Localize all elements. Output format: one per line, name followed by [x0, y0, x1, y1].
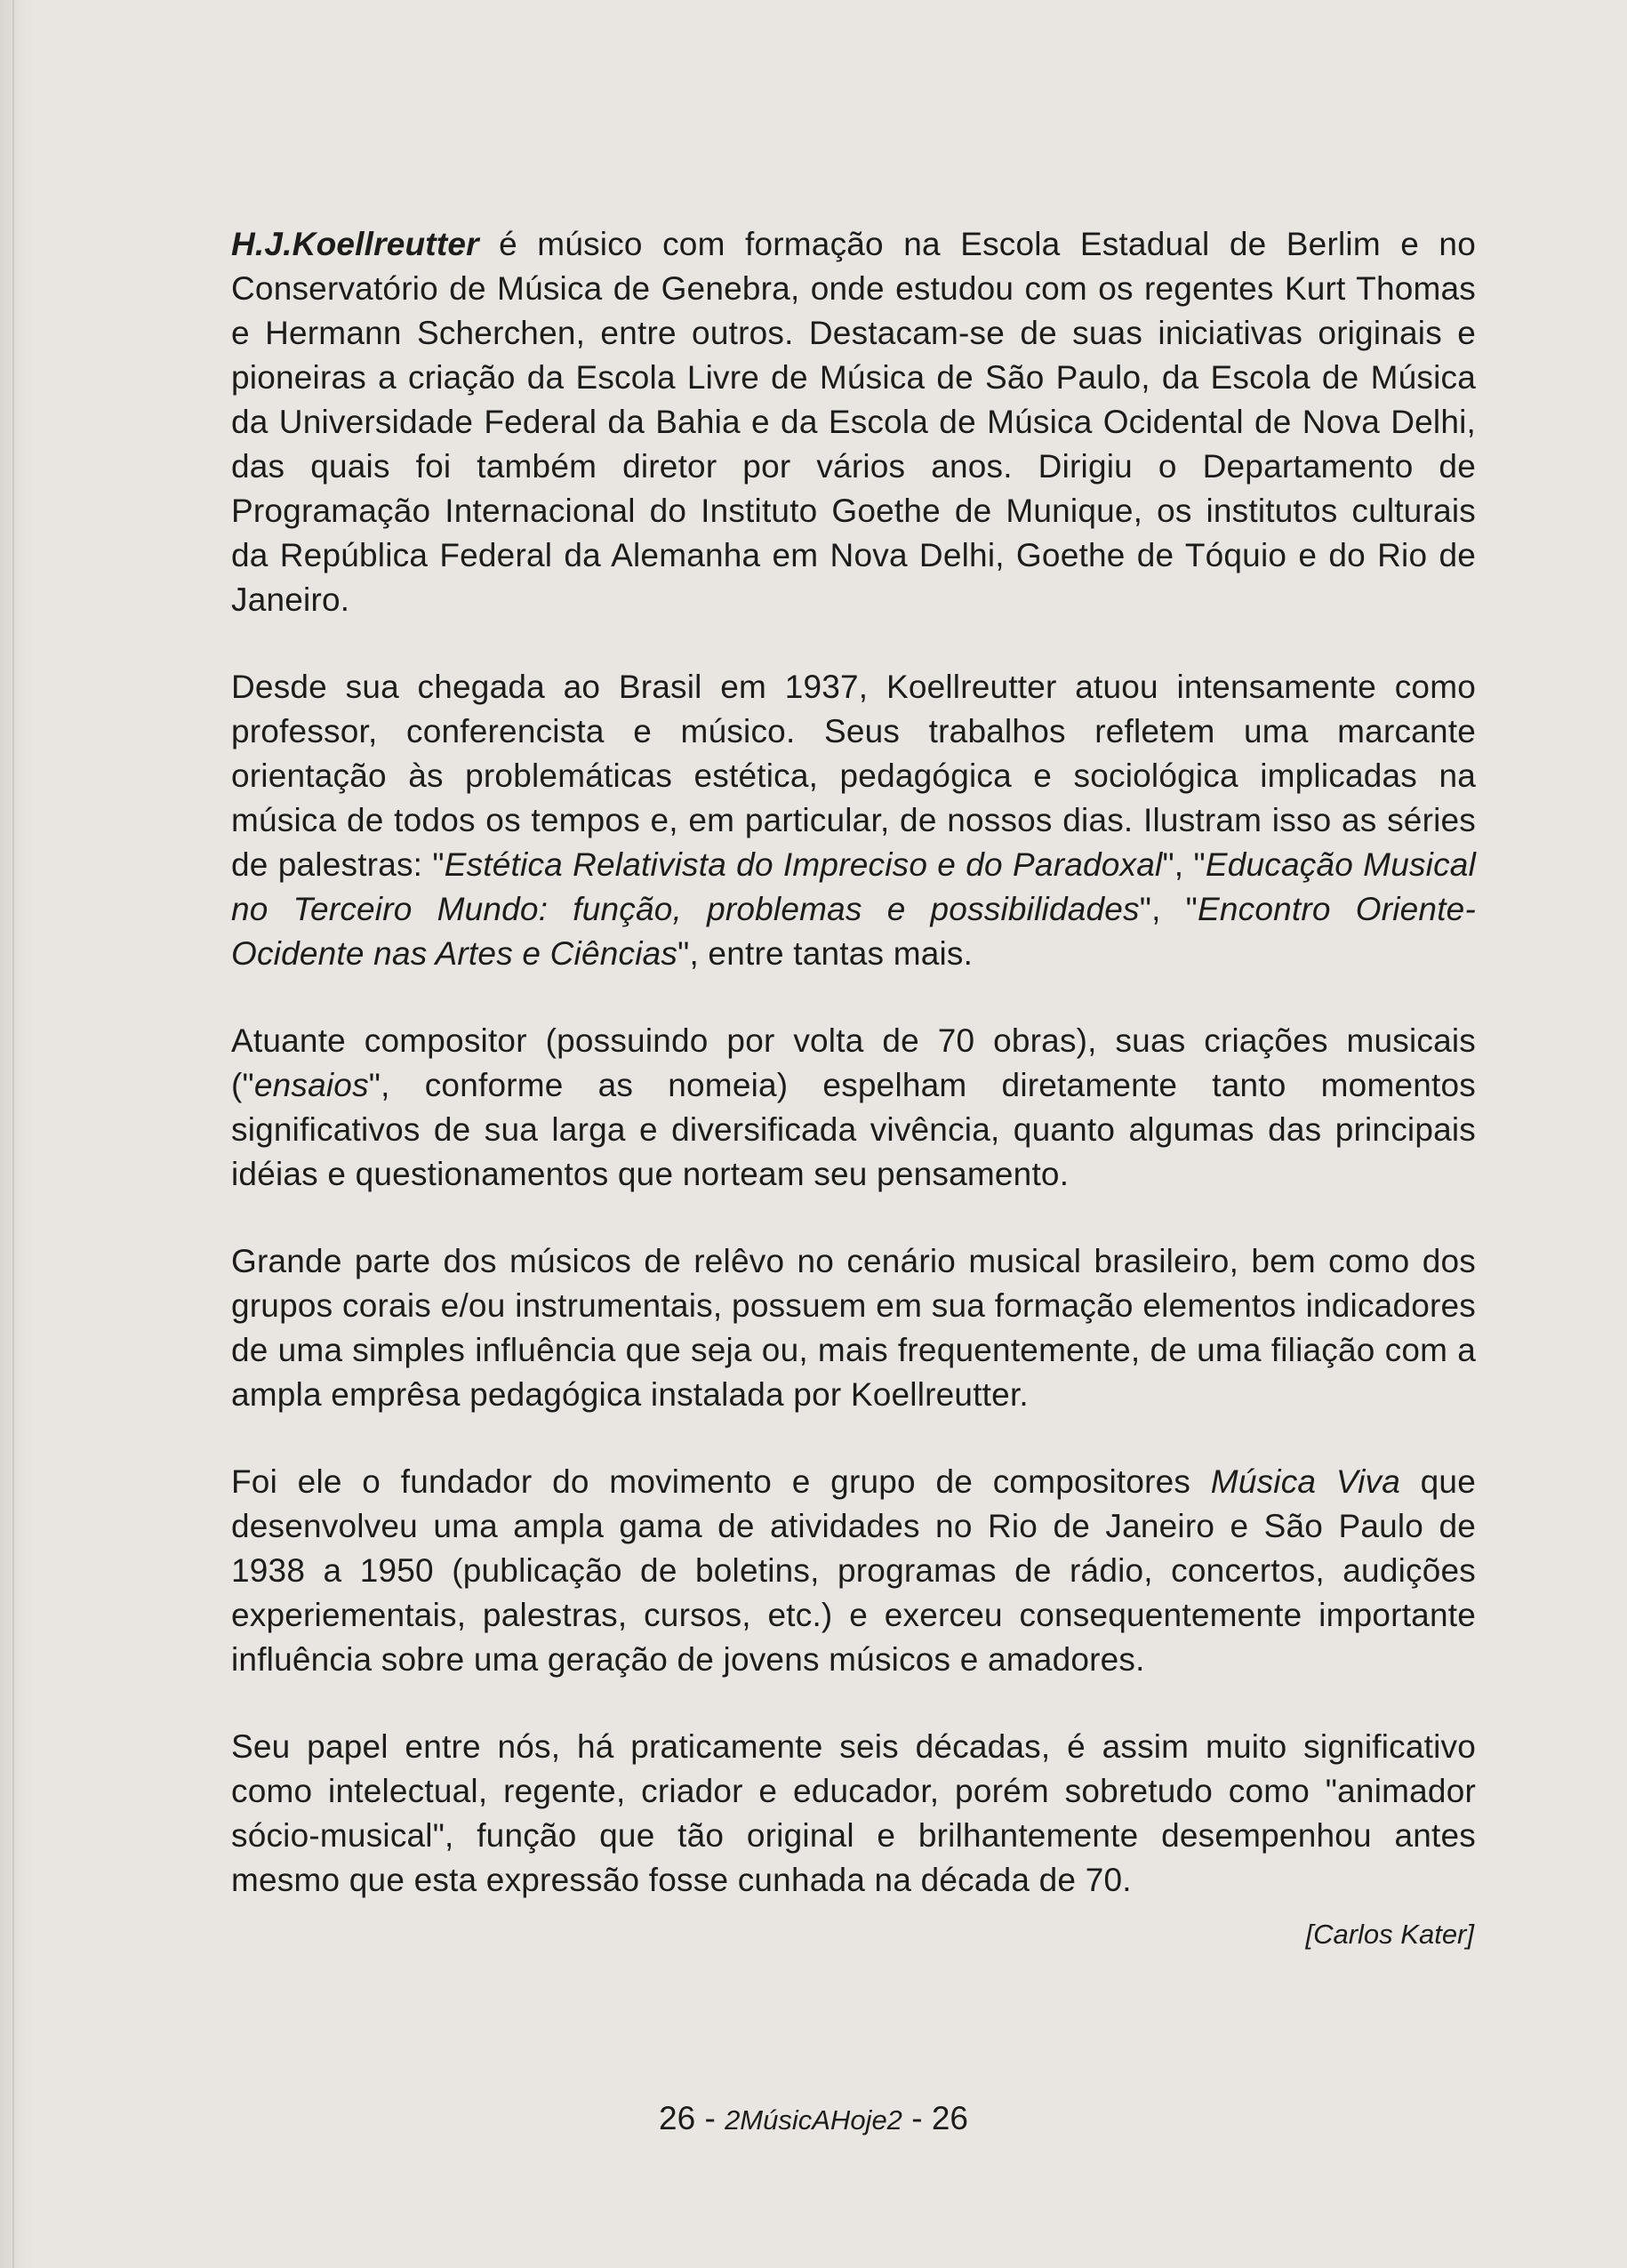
- movement-name: Música Viva: [1210, 1463, 1400, 1500]
- paragraph-text: que desenvolveu uma ampla gama de atividades no Rio de Janeiro e São Paulo de 1938 a 1950 (publicação de boletins, programas de rádio, concertos, audições experiementais, palestras, cursos, etc.) e exerceu consequentemente importante influência sobre uma geração de jovens músicos e amadores.: [231, 1463, 1476, 1678]
- paragraph-text: Grande parte dos músicos de relêvo no cenário musical brasileiro, bem como dos grupos corais e/ou instrumentais, possuem em sua formação elementos indicadores de uma simples influência que seja ou, mais frequentemente, de uma filiação com a ampla emprêsa pedagógica instalada por Koellreutter.: [231, 1243, 1476, 1413]
- page-number-left: 26 -: [659, 2100, 725, 2136]
- paragraph-musica-viva: [231, 1460, 1476, 1682]
- page-footer: [0, 2100, 1627, 2137]
- term-ensaios: ensaios: [253, 1067, 369, 1103]
- paragraph-text: Atuante compositor (possuindo por volta de 70 obras), suas criações musicais (": [231, 1022, 1476, 1103]
- lecture-title: Educação Musical no Terceiro Mundo: função, problemas e possibilidades: [231, 846, 1476, 927]
- paragraph-influence: [231, 1239, 1476, 1417]
- paragraph-text: Desde sua chegada ao Brasil em 1937, Koellreutter atuou intensamente como professor, conferencista e músico. Seus trabalhos refletem uma marcante orientação às problemáticas estética, pedagógica e sociológica implicadas na música de todos os tempos e, em particular, de nossos dias. Ilustram isso as séries de palestras: ": [231, 669, 1476, 883]
- article-body: [231, 222, 1476, 1951]
- lecture-title: Encontro Oriente-Ocidente nas Artes e Ciências: [231, 891, 1476, 972]
- paragraph-text: ", conforme as nomeia) espelham diretamente tanto momentos significativos de sua larga e diversificada vivência, quanto algumas das principais idéias e questionamentos que norteam seu pensamento.: [231, 1067, 1476, 1192]
- paragraph-text: é músico com formação na Escola Estadual de Berlim e no Conservatório de Música de Genebra, onde estudou com os regentes Kurt Thomas e Hermann Scherchen, entre outros. Destacam-se de suas iniciativas originais e pioneiras a criação da Escola Livre de Música de São Paulo, da Escola de Música da Universidade Federal da Bahia e da Escola de Música Ocidental de Nova Delhi, das quais foi também diretor por vários anos. Dirigiu o Departamento de Programação Internacional do Instituto Goethe de Munique, os institutos culturais da República Federal da Alemanha em Nova Delhi, Goethe de Tóquio e do Rio de Janeiro.: [231, 226, 1476, 618]
- journal-name: 2MúsicAHoje2: [725, 2104, 902, 2136]
- paragraph-role: [231, 1725, 1476, 1903]
- paragraph-compositions: [231, 1019, 1476, 1197]
- paragraph-lectures: [231, 665, 1476, 976]
- author-signature: [Carlos Kater]: [1305, 1919, 1474, 1950]
- author-name: H.J.Koellreutter: [231, 226, 479, 262]
- paragraph-text: ", ": [1139, 891, 1198, 927]
- paragraph-text: Foi ele o fundador do movimento e grupo de compositores: [231, 1463, 1211, 1500]
- paragraph-text: ", entre tantas mais.: [677, 935, 974, 972]
- page-edge: [0, 0, 37, 2268]
- page-number-right: - 26: [902, 2100, 968, 2136]
- paragraph-text: ", ": [1162, 846, 1206, 883]
- paragraph-text: Seu papel entre nós, há praticamente seis décadas, é assim muito significativo como intelectual, regente, criador e educador, porém sobretudo como "animador sócio-musical", função que tão original e brilhantemente desempenhou antes mesmo que esta expressão fosse cunhada na década de 70.: [231, 1728, 1476, 1898]
- lecture-title: Estética Relativista do Impreciso e do Paradoxal: [444, 846, 1163, 883]
- paragraph-biography: [231, 222, 1476, 622]
